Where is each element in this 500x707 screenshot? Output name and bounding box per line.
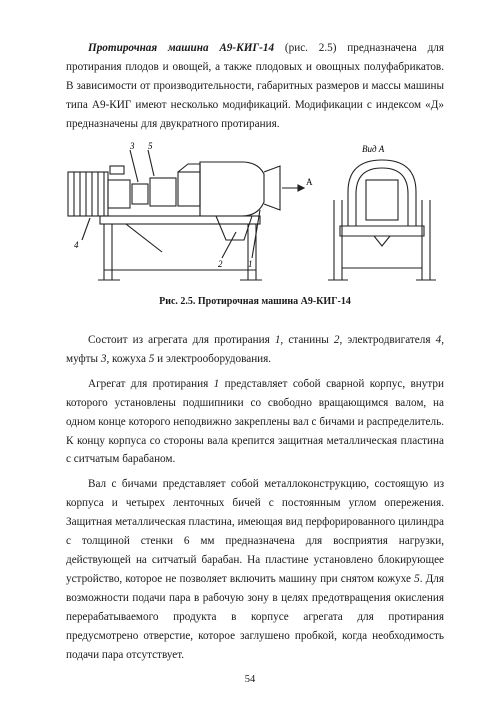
intro-paragraph-block	[66, 39, 444, 134]
label-1: 1	[248, 259, 253, 269]
intro-text: (рис. 2.5) предназначена для протирания плодов и овощей, а также плодовых и овощных полуфабрикатов. В зависимости от производительности, габаритных размеров и массы машины типа А9-КИГ имеют несколько модификаций. Модификации с индексом «Д» предназначены для двукратного протирания.	[66, 42, 444, 130]
page-number: 54	[244, 674, 256, 685]
paragraph-composition: Состоит из агрегата для протирания 1, станины 2, электродвигателя 4, муфты 3, кожуха 5 и электрооборудования.	[66, 334, 445, 365]
label-5: 5	[148, 141, 153, 151]
label-4: 4	[74, 240, 79, 250]
machine-drawing-svg	[66, 140, 444, 290]
rubbing-unit-shape	[200, 162, 264, 216]
machine-title: Протирочная машина А9-КИГ-14	[88, 42, 275, 54]
body-text-block	[66, 331, 444, 664]
figure-caption: Рис. 2.5. Протирочная машина А9-КИГ-14	[159, 296, 351, 307]
label-3: 3	[130, 141, 135, 151]
frame-shape	[100, 216, 260, 224]
intro-paragraph	[66, 39, 444, 134]
paragraph-shaft: Вал с бичами представляет собой металлоконструкцию, состоящую из корпуса и четырех ленточных бичей с постоянным углом опережения. Защитная металлическая пластина, имеющая вид перфорированного цилиндра с толщиной стенки 6 мм предназначена для восприятия нагрузки, действующей на ситчатый барабан. На пластине установлено блокирующее устройство, которое не позволяет включить машину при снятом кожухе 5. Для возможности подачи пара в рабочую зону в целях предотвращения окисления перерабатываемого продукта в корпусе агрегата для протирания предусмотрено отверстие, которое заглушено пробкой, когда необходимость подачи пара отсутствует.	[66, 478, 444, 661]
paragraph-unit: Агрегат для протирания 1 представляет собой сварной корпус, внутри которого установлены подшипники со свободно вращающимся валом, на одном конце которого неподвижно закреплены вал с бичами и распределитель. К концу корпуса со стороны вала крепится защитная металлическая пластина с ситчатым барабаном.	[66, 377, 444, 466]
label-arrow-a: A	[306, 177, 313, 187]
label-2: 2	[218, 259, 223, 269]
figure-machine-drawing	[66, 140, 444, 290]
label-view-a: Вид А	[362, 144, 385, 154]
